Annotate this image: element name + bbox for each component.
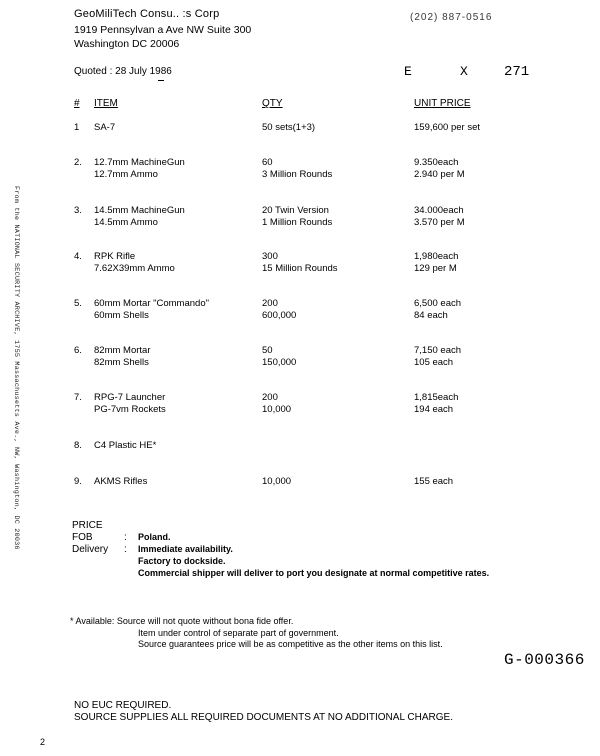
delivery-line: Factory to dockside. <box>138 556 226 566</box>
page-number: 2 <box>40 737 46 747</box>
company-name: GeoMiliTech Consu.. :s Corp <box>74 8 220 20</box>
delivery-label: Delivery <box>72 544 109 555</box>
availability-line: Item under control of separate part of government. <box>138 627 339 638</box>
exhibit-stamp-x: X <box>460 64 468 79</box>
item-price: 7,150 each <box>414 345 462 356</box>
exhibit-stamp-number: 271 <box>504 64 530 80</box>
company-address: 1919 Pennsylvan a Ave NW Suite 300 <box>74 24 252 36</box>
fob-label: FOB <box>72 532 93 543</box>
item-qty: 300 <box>262 251 278 262</box>
item-name: C4 Plastic HE* <box>94 440 157 451</box>
item-number: 5. <box>74 298 82 309</box>
item-name: AKMS Rifles <box>94 476 148 487</box>
item-price: 155 each <box>414 476 454 487</box>
item-qty: 200 <box>262 298 278 309</box>
column-header-qty: QTY <box>262 98 283 109</box>
delivery-colon: : <box>124 544 127 555</box>
item-qty: 50 <box>262 345 273 356</box>
item-qty: 3 Million Rounds <box>262 169 333 180</box>
quote-underline-mark <box>158 80 164 81</box>
item-name: 82mm Mortar <box>94 345 151 356</box>
item-qty: 10,000 <box>262 476 292 487</box>
item-qty: 200 <box>262 392 278 403</box>
column-header-unit-price: UNIT PRICE <box>414 98 471 109</box>
item-price: 1,980each <box>414 251 459 262</box>
item-price: 105 each <box>414 357 454 368</box>
item-qty: 50 sets(1+3) <box>262 122 316 133</box>
item-price: 194 each <box>414 404 454 415</box>
footer-line: SOURCE SUPPLIES ALL REQUIRED DOCUMENTS AT NO ADDITIONAL CHARGE. <box>74 712 453 723</box>
item-qty: 10,000 <box>262 404 292 415</box>
availability-line: * Available: Source will not quote without bona fide offer. <box>70 616 294 626</box>
item-qty: 150,000 <box>262 357 297 368</box>
item-name: RPG-7 Launcher <box>94 392 166 403</box>
item-name: 12.7mm MachineGun <box>94 157 185 168</box>
item-price: 129 per M <box>414 263 457 274</box>
quote-date: Quoted : 28 July 1986 <box>74 66 172 77</box>
bates-number: G-000366 <box>504 651 585 669</box>
item-name: 14.5mm Ammo <box>94 217 158 228</box>
item-qty: 20 Twin Version <box>262 205 329 216</box>
item-price: 34.000each <box>414 205 464 216</box>
fob-colon: : <box>124 532 127 543</box>
item-name: PG-7vm Rockets <box>94 404 166 415</box>
company-city: Washington DC 20006 <box>74 38 180 50</box>
item-price: 9.350each <box>414 157 459 168</box>
archive-side-note: From the NATIONAL SECURITY ARCHIVE, 1755 Massachusetts Ave., NW, Washington, DC 20036 <box>12 186 20 550</box>
item-price: 6,500 each <box>414 298 462 309</box>
item-name: 12.7mm Ammo <box>94 169 158 180</box>
item-number: 8. <box>74 440 82 451</box>
item-name: 14.5mm MachineGun <box>94 205 185 216</box>
item-name: 60mm Mortar "Commando" <box>94 298 209 309</box>
item-qty: 15 Million Rounds <box>262 263 338 274</box>
delivery-line: Commercial shipper will deliver to port you designate at normal competitive rates. <box>138 568 490 578</box>
column-header-item: ITEM <box>94 98 118 109</box>
item-number: 4. <box>74 251 82 262</box>
column-header-number: # <box>74 98 80 109</box>
item-number: 2. <box>74 157 82 168</box>
item-name: 7.62X39mm Ammo <box>94 263 175 274</box>
item-name: RPK Rifle <box>94 251 136 262</box>
availability-note <box>70 616 443 651</box>
item-name: 82mm Shells <box>94 357 149 368</box>
footer-line: NO EUC REQUIRED. <box>74 700 172 711</box>
item-name: 60mm Shells <box>94 310 149 321</box>
fob-value: Poland. <box>138 532 171 542</box>
item-price: 1,815each <box>414 392 459 403</box>
item-number: 9. <box>74 476 82 487</box>
footer-notes <box>74 700 453 724</box>
item-price: 3.570 per M <box>414 217 465 228</box>
item-qty: 60 <box>262 157 273 168</box>
item-number: 6. <box>74 345 82 356</box>
item-number: 7. <box>74 392 82 403</box>
item-price: 84 each <box>414 310 448 321</box>
price-label: PRICE <box>72 520 103 531</box>
company-phone: (202) 887-0516 <box>410 12 493 23</box>
item-price: 2.940 per M <box>414 169 465 180</box>
item-qty: 600,000 <box>262 310 297 321</box>
availability-line: Source guarantees price will be as competitive as the other items on this list. <box>138 639 443 649</box>
item-number: 3. <box>74 205 82 216</box>
exhibit-stamp-e: E <box>404 64 412 79</box>
item-name: SA-7 <box>94 122 116 133</box>
item-price: 159,600 per set <box>414 122 481 133</box>
item-qty: 1 Million Rounds <box>262 217 333 228</box>
item-number: 1 <box>74 122 80 133</box>
delivery-line: Immediate availability. <box>138 544 233 554</box>
